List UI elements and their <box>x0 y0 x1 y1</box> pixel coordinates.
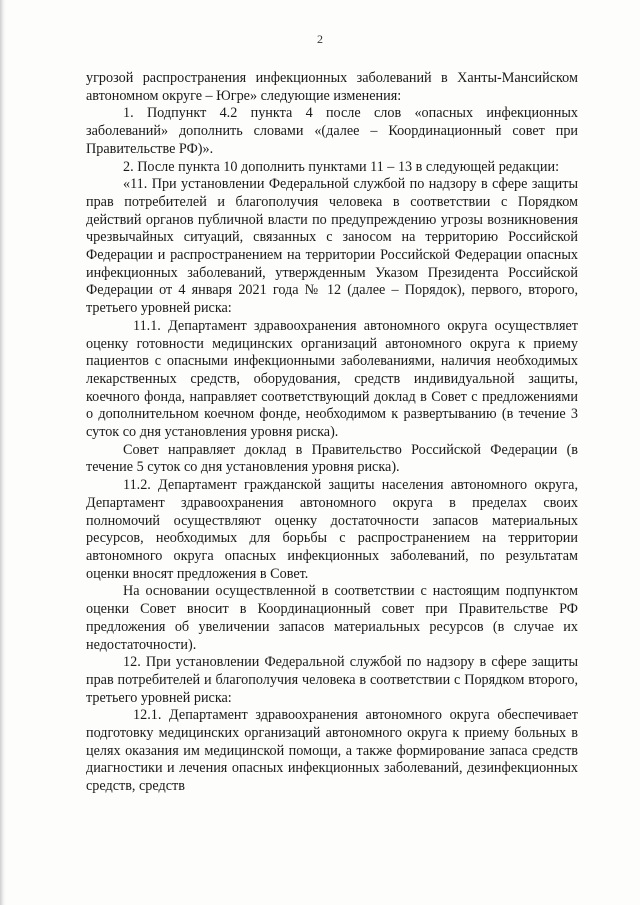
paragraph: 12. При установлении Федеральной службой по надзору в сфере защиты прав потребителей и благополучия человека в соответствии с Порядком второго, третьего уровней риска: <box>86 654 578 706</box>
paragraph: Совет направляет доклад в Правительство Российской Федерации (в течение 5 суток со дня установления уровня риска). <box>86 441 578 476</box>
paragraph: угрозой распространения инфекционных заболеваний в Ханты-Мансийском автономном округе – Югре» следующие изменения: <box>86 70 578 104</box>
page-number: 2 <box>317 32 323 46</box>
document-body <box>86 70 578 796</box>
paragraph: «11. При установлении Федеральной службой по надзору в сфере защиты прав потребителей и благополучия человека в соответствии с Порядком действий органов публичной власти по предупреждению угрозы возникновения чрезвычайных ситуаций, связанных с заносом на территорию Российской Федерации и распространением на территории Российской Федерации опасных инфекционных заболеваний, утвержденным Указом Президента Российской Федерации от 4 января 2021 года № 12 (далее – Порядок), первого, второго, третьего уровней риска: <box>86 176 578 317</box>
paragraph: 11.2. Департамент гражданской защиты населения автономного округа, Департамент здравоохранения автономного округа в пределах своих полномочий осуществляют оценку достаточности запасов материальных ресурсов, необходимых для борьбы с распространением на территории автономного округа опасных инфекционных заболеваний, по результатам оценки вносят предложения в Совет. <box>86 477 578 582</box>
paragraph: 11.1. Департамент здравоохранения автономного округа осуществляет оценку готовности медицинских организаций автономного округа к приему пациентов с опасными инфекционными заболеваниями, наличия необходимых лекарственных средств, оборудования, средств индивидуальной защиты, коечного фонда, направляет соответствующий доклад в Совет с предложениями о дополнительном коечном фонде, необходимом к развертыванию (в течение 3 суток со дня установления уровня риска). <box>86 317 578 441</box>
scan-edge <box>0 0 6 905</box>
paragraph: 12.1. Департамент здравоохранения автономного округа обеспечивает подготовку медицинских организаций автономного округа к приему больных в целях оказания им медицинской помощи, а также формирование запаса средств диагностики и лечения опасных инфекционных заболеваний, дезинфекционных средств, средств <box>86 707 578 795</box>
paragraph: 2. После пункта 10 дополнить пунктами 11 – 13 в следующей редакции: <box>123 158 560 175</box>
paragraph: 1. Подпункт 4.2 пункта 4 после слов «опасных инфекционных заболеваний» дополнить словами «(далее – Координационный совет при Правительстве РФ)». <box>86 105 578 157</box>
paragraph: На основании осуществленной в соответствии с настоящим подпунктом оценки Совет вносит в Координационный совет при Правительстве РФ предложения об увеличении запасов материальных ресурсов (в случае их недостаточности). <box>86 583 578 653</box>
